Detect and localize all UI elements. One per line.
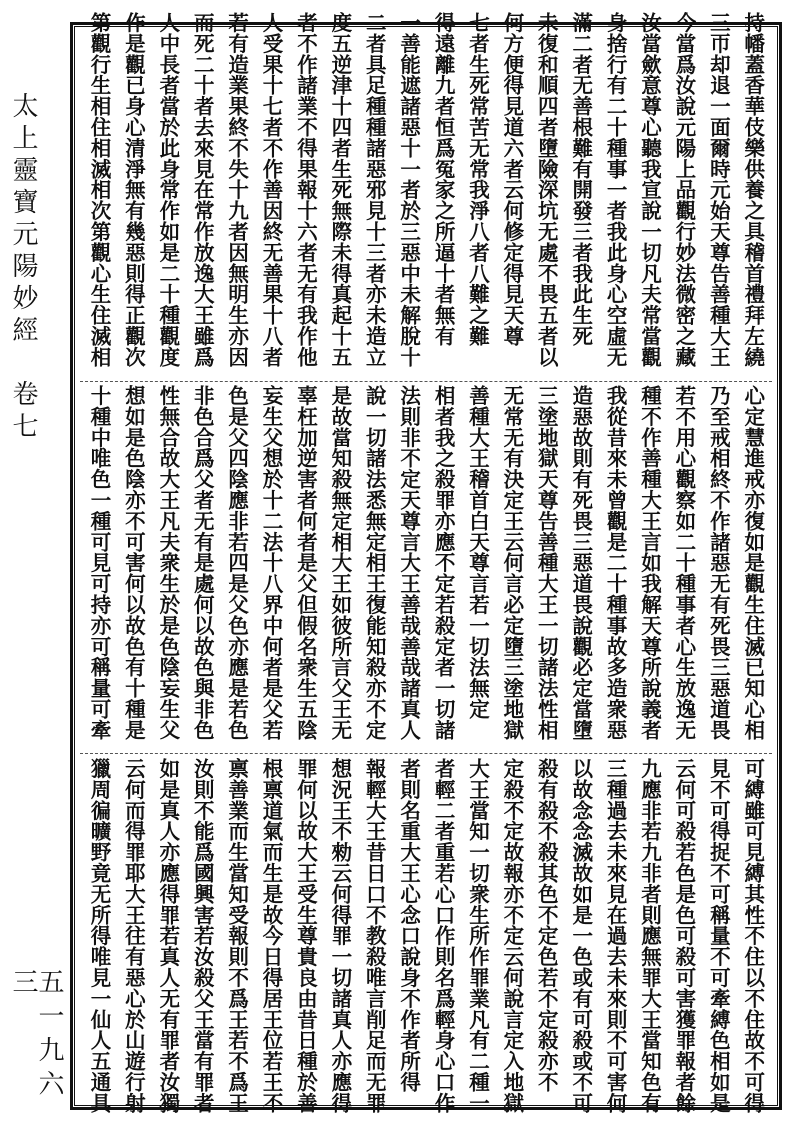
text-column: 以故念念滅故如是一色或有可殺或不可: [568, 758, 593, 1114]
text-register-middle: [78, 385, 774, 755]
text-column: 心定慧進戒亦復如是觀生住滅已知心相: [740, 385, 765, 741]
text-column: 无常无有決定王云何言必定墮三塗地獄: [499, 385, 524, 741]
text-column: 殺有殺不殺其色不定色若不定殺亦不: [534, 758, 559, 1093]
text-column: 第觀行生相住相滅相次第觀心生住滅相: [87, 12, 111, 368]
text-column: 人中長者當於此身常作如是二十種觀度: [155, 12, 180, 368]
text-column: 三帀却退一面爾時元始天尊告善種大王: [706, 12, 731, 368]
text-column: 造惡故則有死畏三惡道畏說觀必定當墮: [568, 385, 593, 741]
text-column: 獵周徧曠野竟无所得唯見一仙人五通具: [87, 758, 111, 1114]
text-column: 身捨行有二十種事一者我此身心空虛无: [603, 12, 628, 368]
text-column: 云何可殺若色是色可殺可害獲罪報者餘: [671, 758, 696, 1114]
text-column: 十種中唯色一種可見可持亦可稱量可牽: [87, 385, 111, 741]
page-number: 五一九六三: [8, 968, 64, 1104]
text-column: 者不作諸業不得果報十六者无有我作他: [293, 12, 318, 368]
sutra-title: 太上靈寶元陽妙經 卷七: [8, 92, 38, 444]
text-register-top: [78, 12, 774, 382]
text-column: 是故當知殺無定相大王如彼所言父王无: [327, 385, 352, 741]
text-column: 非色合爲父者无有是處何以故色與非色: [190, 385, 215, 741]
text-column: 三塗地獄天尊告善種大王一切諸法性相: [534, 385, 559, 741]
text-column: 度五逆津十四者生死無際未得真起十五: [327, 12, 352, 368]
text-column: 辜枉加逆害者何者是父但假名衆生五陰: [293, 385, 318, 741]
text-column: 妄生父想於十二法十八界中何者是父若: [259, 385, 284, 741]
text-column: 大王當知一切衆生所作罪業凡有二種一: [465, 758, 490, 1114]
text-column: 報輕大王昔日口不教殺唯言削足而无罪: [362, 758, 387, 1114]
text-column: 禀善業而生當知受報則不爲王若不爲王: [224, 758, 249, 1114]
text-column: 未復和順四者墮險深坑无處不畏五者以: [534, 12, 559, 368]
text-column: 一善能遮諸惡十一者於三惡中未解脫十: [396, 12, 421, 368]
text-column: 二者具足種種諸惡邪見十三者亦未造立: [362, 12, 387, 368]
text-column: 想況王不勑云何得罪一切諸真人亦應得: [327, 758, 352, 1114]
text-column: 汝當歛意尊心聽我宣說一切凡夫常當觀: [637, 12, 662, 368]
text-column: 作是觀已身心清淨無有幾惡則得正觀次: [121, 12, 146, 368]
text-column: 汝則不能爲國興害若汝殺父王當有罪者: [190, 758, 215, 1114]
text-column: 者輕二者重若心口作則名爲輕身心口作: [431, 758, 456, 1114]
text-column: 三種過去未來見在過去未來則不可害何: [603, 758, 628, 1114]
text-column: 人受果十七者不作善因終无善果十八者: [259, 12, 284, 368]
text-column: 七者生死常苦无常我淨八者八難之難: [465, 12, 490, 347]
text-column: 法則非不定天尊言大王善哉善哉諸真人: [396, 385, 421, 741]
text-register-bottom: [78, 758, 774, 1128]
text-column: 可縛雖可見縛其性不住以不住故不可得: [740, 758, 765, 1114]
text-column: 何方便得見道六者云何修定得見天尊: [499, 12, 524, 347]
text-column: 若有造業果終不失十九者因無明生亦因: [224, 12, 249, 368]
text-column: 持幡蓋香華伎樂供養之具稽首禮拜左繞: [740, 12, 765, 368]
text-column: 說一切諸法悉無定相王復能知殺亦不定: [362, 385, 387, 741]
text-column: 云何而得罪耶大王往有惡心於山遊行射: [121, 758, 146, 1114]
text-column: 我從昔來未曾觀是二十種事故多造衆惡: [603, 385, 628, 741]
text-column: 九應非若九非者則應無罪大王當知色有: [637, 758, 662, 1114]
text-column: 相者我之殺罪亦應不定若殺定者一切諸: [431, 385, 456, 741]
text-column: 善種大王稽首白天尊言若一切法無定: [465, 385, 490, 720]
text-column: 定殺不定故報亦不定云何說言定入地獄: [499, 758, 524, 1114]
text-column: 色是父四陰應非若四是父色亦應是若色: [224, 385, 249, 741]
text-column: 根禀道氣而生是故今日得居王位若王不: [259, 758, 284, 1114]
text-column: 乃至戒相終不作諸惡无有死畏三惡道畏: [706, 385, 731, 741]
text-column: 若不用心觀察如二十種事者心生放逸无: [671, 385, 696, 741]
text-column: 今當爲汝說元陽上品觀行妙法微密之藏: [671, 12, 696, 368]
text-column: 而死二十者去來見在常作放逸大王雖爲: [190, 12, 215, 368]
text-column: 想如是色陰亦不可害何以故色有十種是: [121, 385, 146, 741]
text-column: 者則名重大王心念口說身不作者所得: [396, 758, 421, 1093]
text-column: 得遠離九者恒爲冤家之所逼十者無有: [431, 12, 456, 347]
text-column: 性無合故大王凡夫衆生於是色陰妄生父: [155, 385, 180, 741]
text-column: 種不作善種大王言如我解天尊所說義者: [637, 385, 662, 741]
text-column: 如是真人亦應得罪若真人无有罪者汝獨: [155, 758, 180, 1114]
text-column: 罪何以故大王受生尊貴良由昔日種於善: [293, 758, 318, 1114]
text-column: 滿二者无善根難有開發三者我此生死: [568, 12, 593, 347]
text-column: 見不可得捉不可稱量不可牽縛色相如是: [706, 758, 731, 1114]
